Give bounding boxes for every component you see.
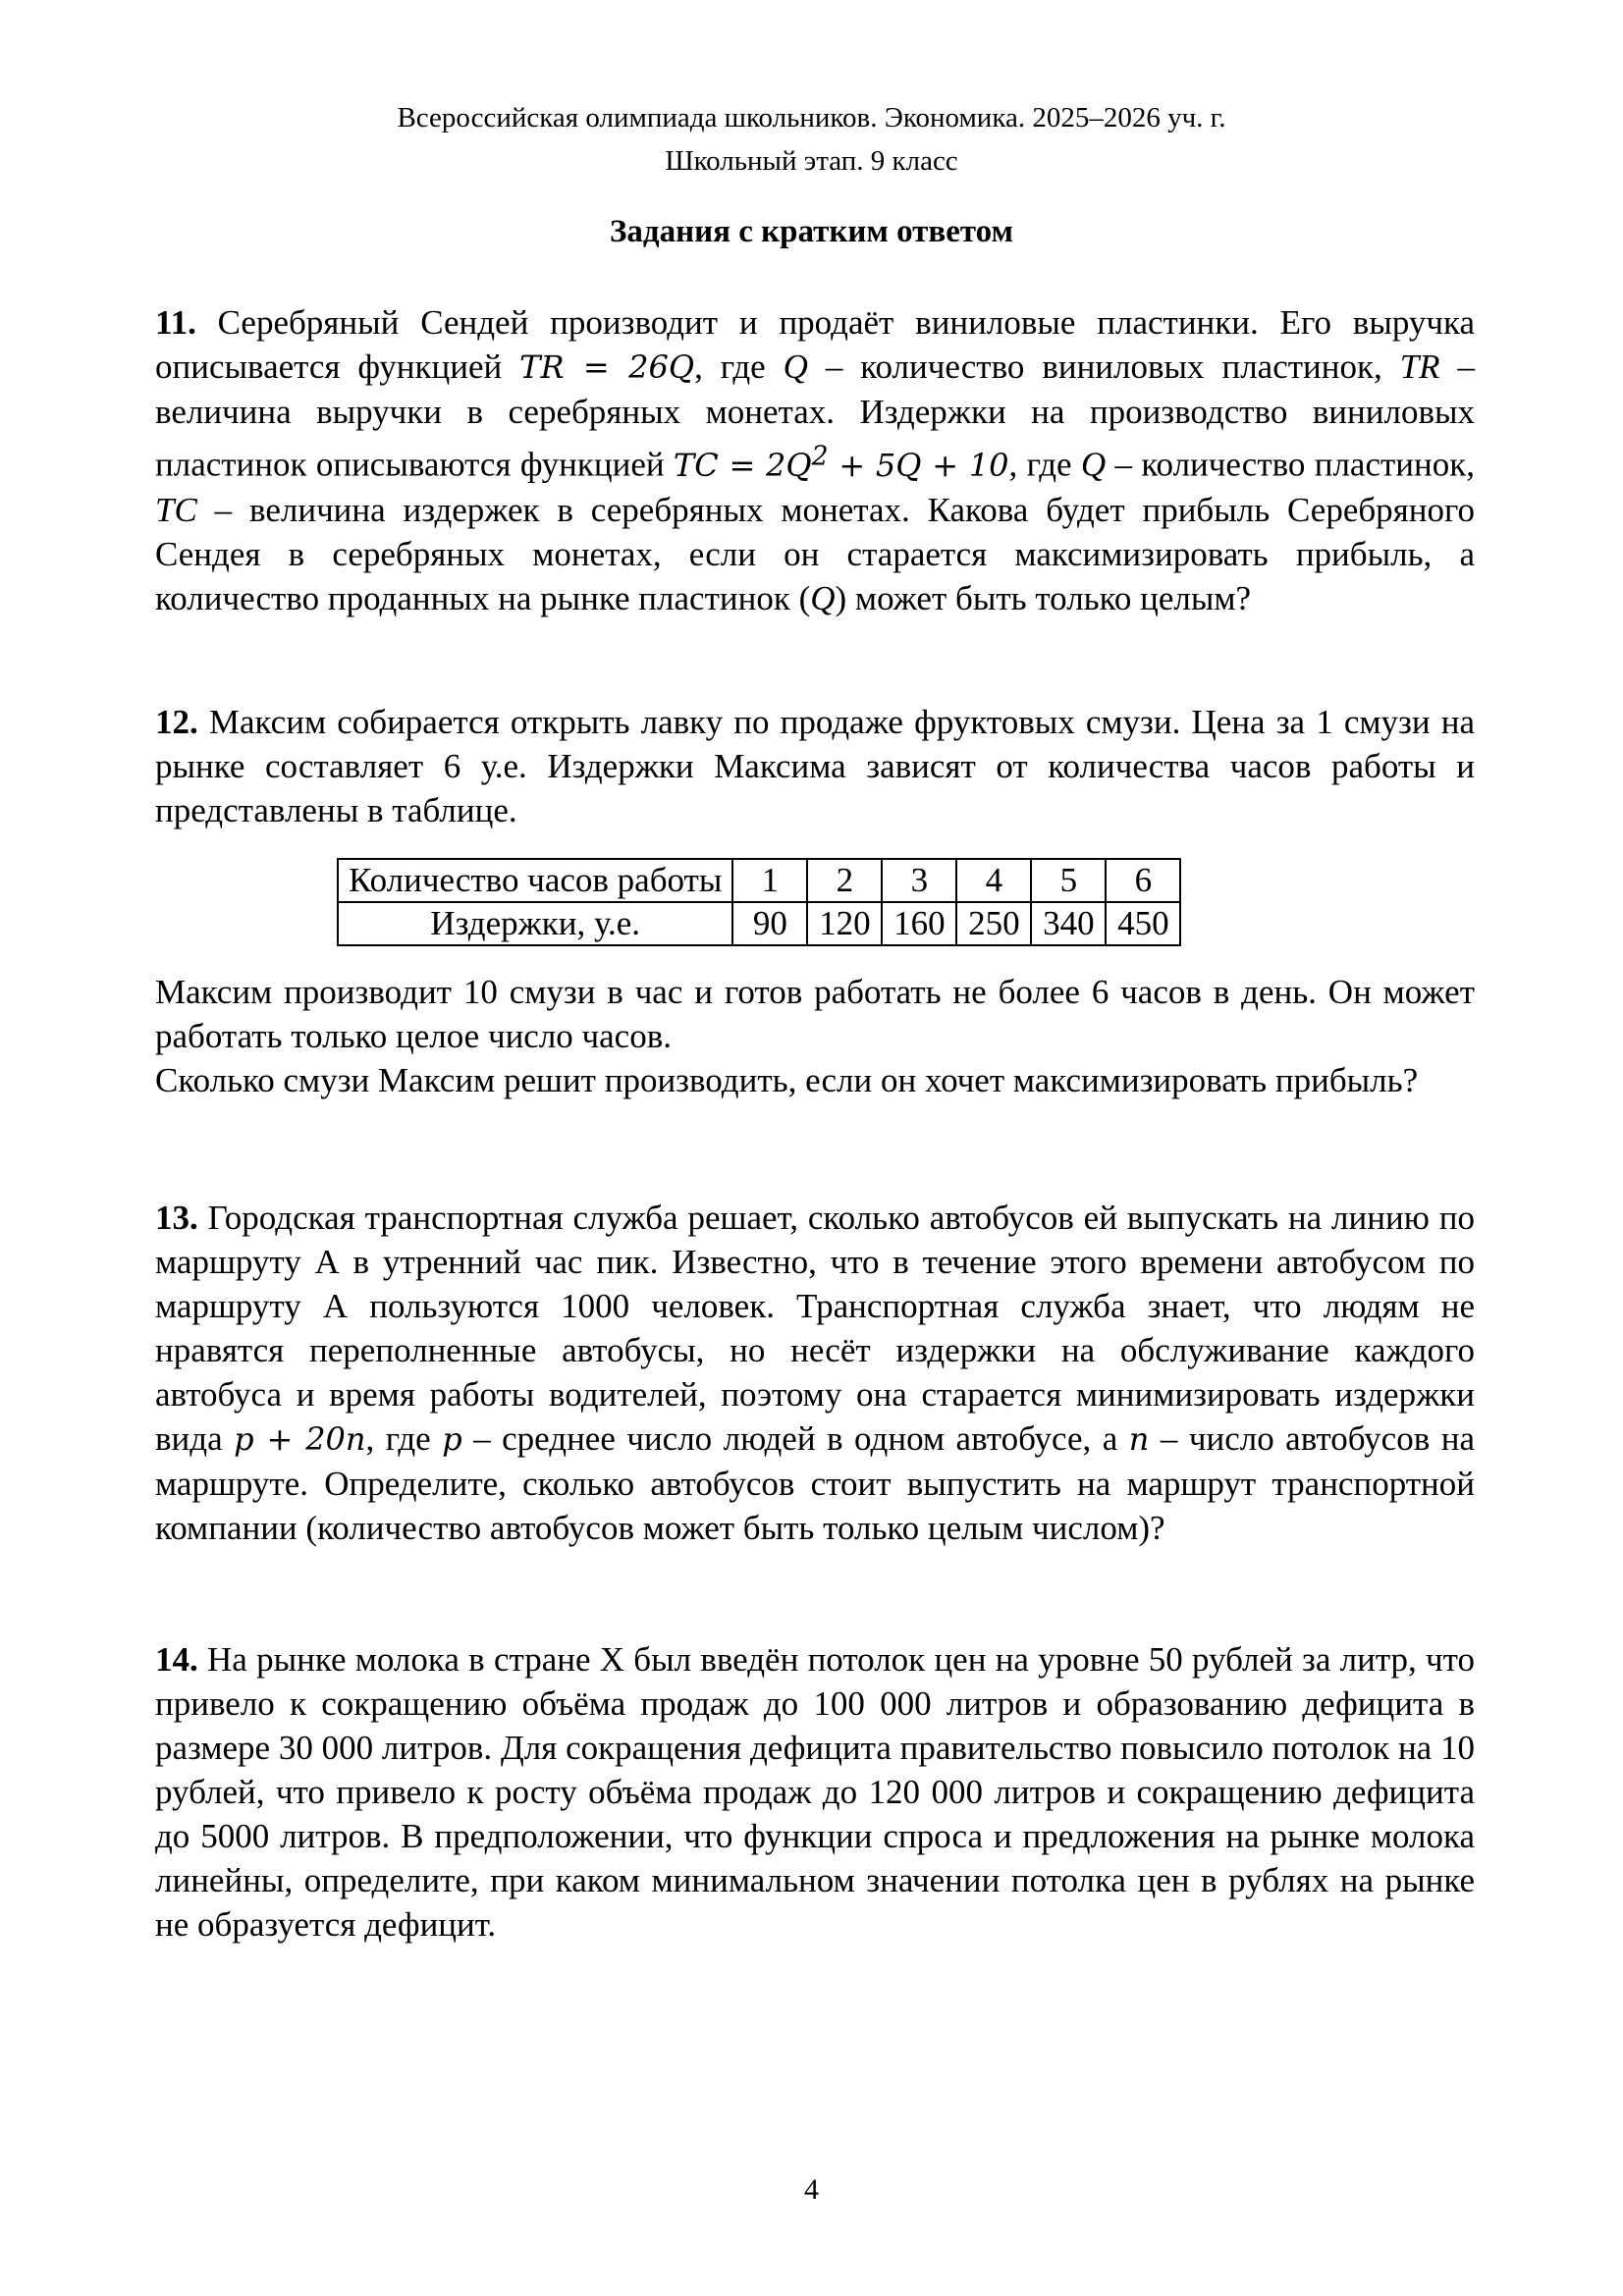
variable-p: p: [442, 1420, 462, 1458]
task-number: 12.: [155, 703, 198, 741]
document-header: [0, 96, 1623, 183]
table-cell: 6: [1106, 859, 1180, 902]
formula-tc: TC = $2Q^2 + 5Q + 10$: [673, 441, 1009, 484]
header-olympiad-line: Всероссийская олимпиада школьников. Экономика. 2025–2026 уч. г.: [397, 102, 1226, 133]
task-13: [155, 1196, 1475, 1550]
variable-q: Q: [783, 347, 808, 386]
task-number: 11.: [155, 303, 196, 342]
variable-tc: TC: [155, 490, 197, 529]
table-cell: 1: [732, 859, 807, 902]
formula-tr: TR = 26Q: [519, 348, 695, 386]
variable-n: n: [1128, 1420, 1150, 1458]
task-12-question: Сколько смузи Максим решит производить, если он хочет максимизировать прибыль?: [155, 1061, 1419, 1099]
table-cell: 450: [1106, 902, 1180, 945]
task-number: 14.: [155, 1640, 198, 1679]
table-cell: 2: [807, 859, 882, 902]
table-cell: 160: [882, 902, 956, 945]
page-number: 4: [804, 2173, 819, 2206]
task-12-continuation: [155, 970, 1475, 1102]
header-stage-line: Школьный этап. 9 класс: [665, 145, 958, 177]
table-cell: 4: [956, 859, 1031, 902]
row-header-costs: Издержки, у.е.: [338, 902, 732, 945]
table-cell: 340: [1031, 902, 1106, 945]
section-title: Задания с кратким ответом: [610, 214, 1013, 249]
task-12-intro: 12. Максим собирается открыть лавку по продаже фруктовых смузи. Цена за 1 смузи на рынке составляет 6 у.е. Издержки Максима зависят от количества часов работы и представлены в таблице.: [155, 703, 1475, 829]
task-13-text: 13. Городская транспортная служба решает, сколько автобусов ей выпускать на линию по маршруту А в утренний час пик. Известно, что в течение этого времени автобусом по маршруту А пользуются 1000 человек. Транспортная служба знает, что людям не нравятся переполненные автобусы, но несёт издержки на обслуживание каждого автобуса и время работы водителей, поэтому она старается минимизировать издержки вида p + 20n, где p – среднее число людей в одном автобусе, а n – число автобусов на маршруте. Определите, сколько автобусов стоит выпустить на маршрут транспортной компании (количество автобусов может быть только целым числом)?: [155, 1199, 1475, 1547]
task-12: [155, 700, 1475, 832]
task-11-text: 11. Серебряный Сендей производит и продаёт виниловые пластинки. Его выручка описывается функцией TR = 26Q, где Q – количество виниловых пластинок, TR – величина выручки в серебряных монетах. Издержки на производство виниловых пластинок описываются функцией TC = $2Q^2 + 5Q + 10$, где Q – количество пластинок, TC – величина издержек в серебряных монетах. Какова будет прибыль Серебряного Сендея в серебряных монетах, если он старается максимизировать прибыль, а количество проданных на рынке пластинок (Q) может быть только целым?: [155, 303, 1476, 617]
table-row-hours: [338, 859, 1180, 902]
task-number: 13.: [155, 1199, 198, 1237]
table-row-costs: [338, 902, 1180, 945]
variable-tr: TR: [1399, 347, 1440, 386]
task-14-text: 14. На рынке молока в стране X был введён потолок цен на уровне 50 рублей за литр, что привело к сокращению объёма продаж до 100 000 литров и образованию дефицита в размере 30 000 литров. Для сокращения дефицита правительство повысило потолок на 10 рублей, что привело к росту объёма продаж до 120 000 литров и сокращению дефицита до 5000 литров. В предположении, что функции спроса и предложения на рынке молока линейны, определите, при каком минимальном значении потолка цен в рублях на рынке не образуется дефицит.: [155, 1640, 1475, 1944]
table-cell: 90: [732, 902, 807, 945]
task-12-conditions: Максим производит 10 смузи в час и готов работать не более 6 часов в день. Он может работать только целое число часов.: [155, 973, 1475, 1055]
row-header-hours: Количество часов работы: [338, 859, 732, 902]
hours-costs-table: [337, 858, 1181, 946]
table-cell: 3: [882, 859, 956, 902]
variable-q: Q: [1080, 445, 1107, 484]
table-cell: 250: [956, 902, 1031, 945]
table-cell: 120: [807, 902, 882, 945]
variable-q: Q: [810, 578, 836, 617]
task-14: [155, 1637, 1475, 1947]
formula-cost: p + 20n: [234, 1420, 366, 1458]
table-cell: 5: [1031, 859, 1106, 902]
task-11: [155, 300, 1475, 620]
